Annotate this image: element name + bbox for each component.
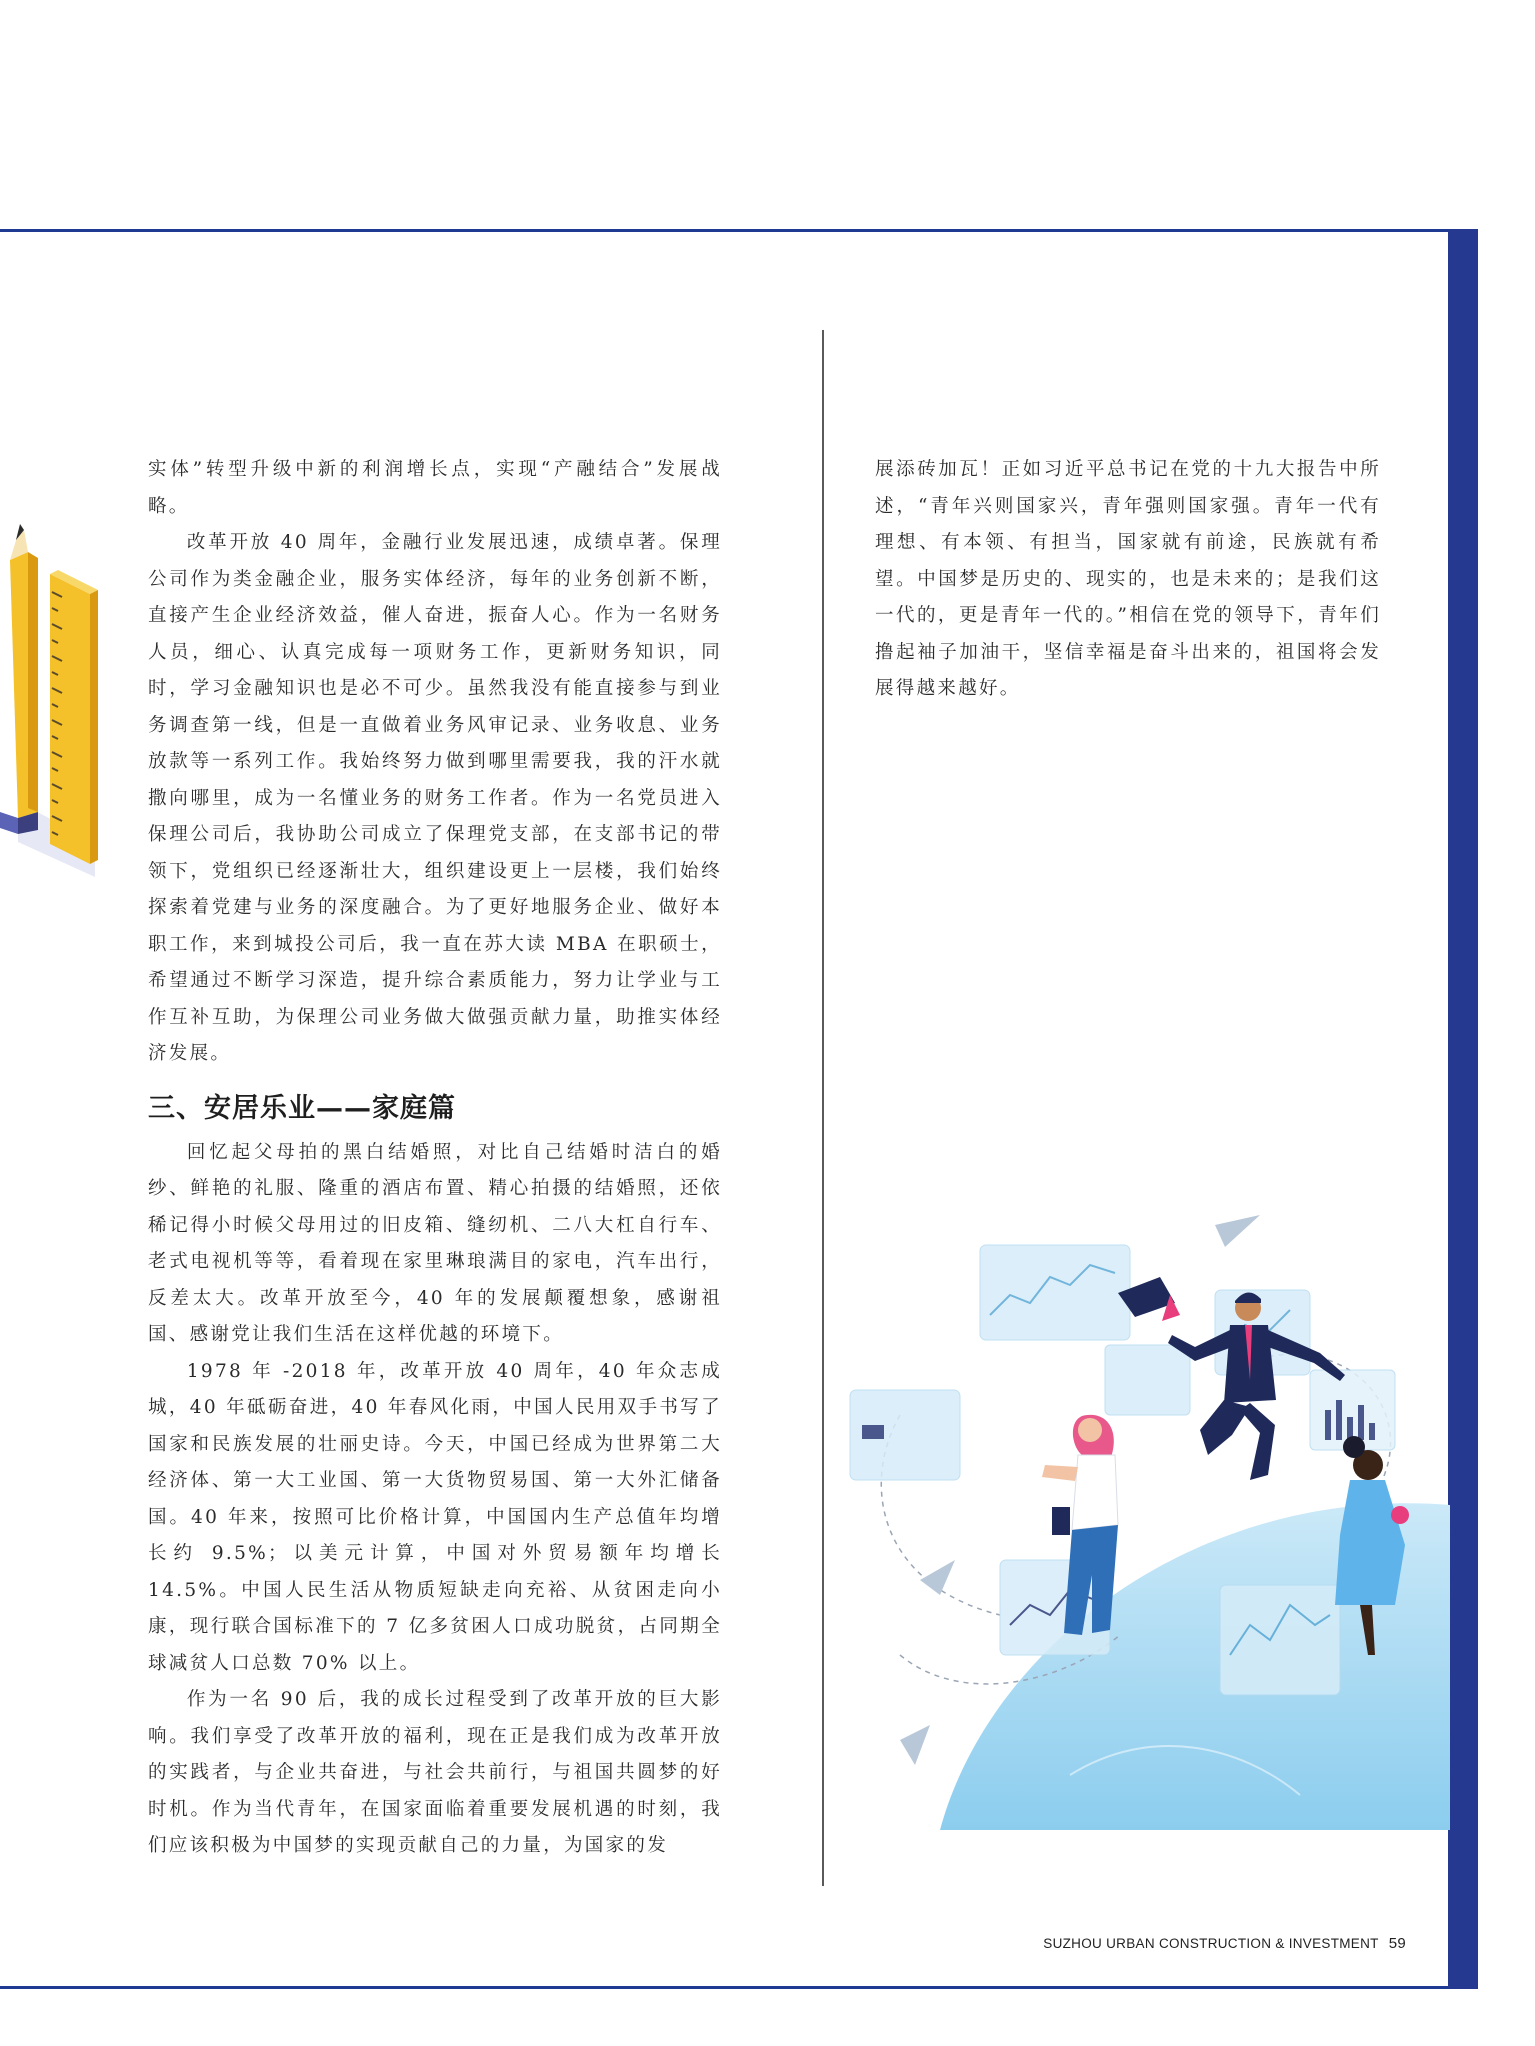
bottom-frame-line xyxy=(0,1986,1448,1989)
paragraph-4: 1978 年 -2018 年，改革开放 40 周年，40 年众志成城，40 年砥砺奋进，40 年春风化雨，中国人民用双手书写了国家和民族发展的壮丽史诗。今天，中国已经成为世界第二大经济体、第一大工业国、第一大货物贸易国、第一大外汇储备国。40 年来，按照可比价格计算，中国国内生产总值年均增长约 9.5%；以美元计算，中国对外贸易额年均增长 14.5%。中国人民生活从物质短缺走向充裕、从贫困走向小康，现行联合国标准下的 7 亿多贫困人口成功脱贫，占同期全球减贫人口总数 70% 以上。 xyxy=(148,1360,722,1674)
paragraph-1: 实体”转型升级中新的利润增长点，实现“产融结合”发展战略。 xyxy=(148,459,722,517)
paragraph-5: 作为一名 90 后，我的成长过程受到了改革开放的巨大影响。我们享受了改革开放的福利，现在正是我们成为改革开放的实践者，与企业共奋进，与社会共前行，与祖国共圆梦的好时机。作为当代青年，在国家面临着重要发展机遇的时刻，我们应该积极为中国梦的实现贡献自己的力量，为国家的发 xyxy=(148,1689,722,1856)
side-color-bar xyxy=(1448,229,1478,1989)
page-footer xyxy=(1043,1935,1406,1952)
paragraph-continued: 展添砖加瓦！正如习近平总书记在党的十九大报告中所述，“青年兴则国家兴，青年强则国家强。青年一代有理想、有本领、有担当，国家就有前途，民族就有希望。中国梦是历史的、现实的，也是未来的；是我们这一代的，更是青年一代的。”相信在党的领导下，青年们撸起袖子加油干，坚信幸福是奋斗出来的，祖国将会发展得越来越好。 xyxy=(875,459,1381,699)
section-title: 三、安居乐业——家庭篇 xyxy=(148,1092,456,1124)
people-celebrating-on-globe-icon xyxy=(820,1185,1450,1835)
page-number: 59 xyxy=(1388,1935,1406,1952)
right-column xyxy=(875,452,1381,708)
left-column xyxy=(148,452,722,1865)
paragraph-3: 回忆起父母拍的黑白结婚照，对比自己结婚时洁白的婚纱、鲜艳的礼服、隆重的酒店布置、精心拍摄的结婚照，还依稀记得小时候父母用过的旧皮箱、缝纫机、二八大杠自行车、老式电视机等等，看着现在家里琳琅满目的家电，汽车出行，反差太大。改革开放至今，40 年的发展颠覆想象，感谢祖国、感谢党让我们生活在这样优越的环境下。 xyxy=(148,1141,722,1345)
paragraph-2: 改革开放 40 周年，金融行业发展迅速，成绩卓著。保理公司作为类金融企业，服务实体经济，每年的业务创新不断，直接产生企业经济效益，催人奋进，振奋人心。作为一名财务人员，细心、认真完成每一项财务工作，更新财务知识，同时，学习金融知识也是必不可少。虽然我没有能直接参与到业务调查第一线，但是一直做着业务风审记录、业务收息、业务放款等一系列工作。我始终努力做到哪里需要我，我的汗水就撒向哪里，成为一名懂业务的财务工作者。作为一名党员进入保理公司后，我协助公司成立了保理党支部，在支部书记的带领下，党组织已经逐渐壮大，组织建设更上一层楼，我们始终探索着党建与业务的深度融合。为了更好地服务企业、做好本职工作，来到城投公司后，我一直在苏大读 MBA 在职硕士，希望通过不断学习深造，提升综合素质能力，努力让学业与工作互补互助，为保理公司业务做大做强贡献力量，助推实体经济发展。 xyxy=(148,532,722,1064)
pencil-and-ruler-icon xyxy=(0,512,100,892)
top-frame-line xyxy=(0,229,1448,232)
publication-name: SUZHOU URBAN CONSTRUCTION & INVESTMENT xyxy=(1043,1936,1379,1951)
